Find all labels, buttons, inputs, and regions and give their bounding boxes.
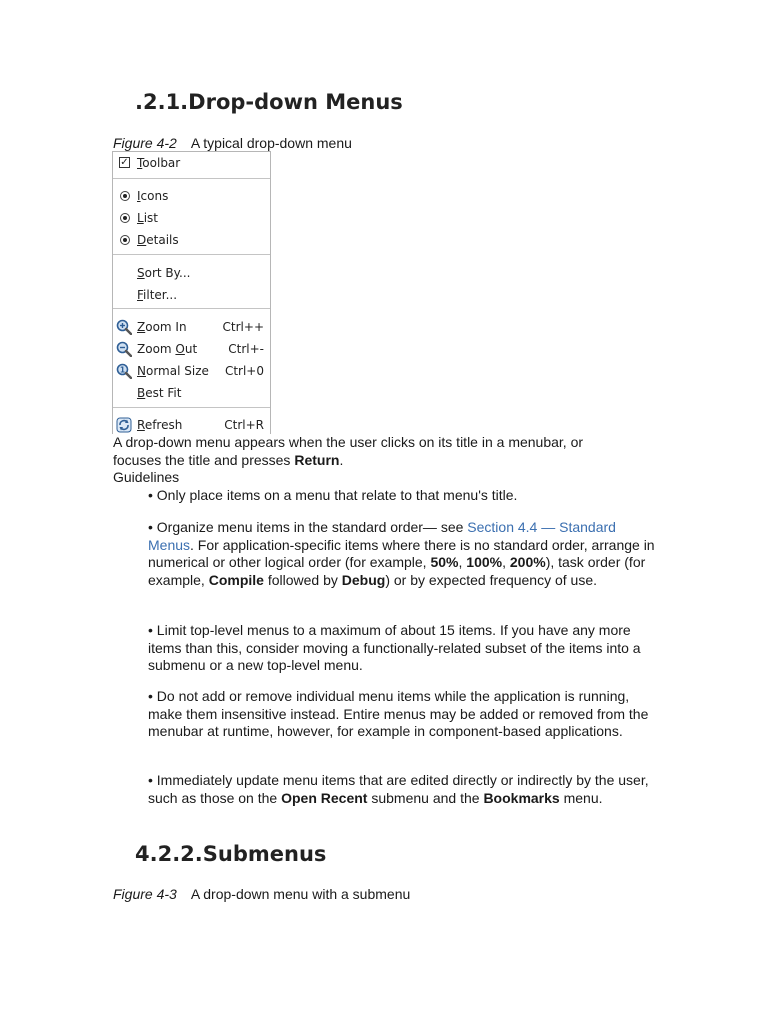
- menu-item-sort-by[interactable]: [113, 263, 270, 283]
- guideline-item: • Organize menu items in the standard order— see Section 4.4 — Standard Menus. For application-specific items where there is no standard order, arrange in numerical or other logical order (for example, 50%, 100%, 200%), task order (for example, Compile followed by Debug) or by expected frequency of use.: [148, 519, 655, 588]
- guideline-item: • Immediately update menu items that are edited directly or indirectly by the user, such as those on the Open Recent submenu and the Bookmarks menu.: [148, 772, 649, 806]
- figure-caption-text: A drop-down menu with a submenu: [190, 886, 411, 902]
- menu-item-label: oolbar: [142, 156, 181, 170]
- mnemonic: D: [137, 233, 147, 247]
- guideline-item: • Limit top-level menus to a maximum of about 15 items. If you have any more items than this, consider moving a functionally-related subset of the items into a submenu or a new top-level menu.: [148, 622, 641, 673]
- bold-text: Open Recent: [281, 789, 368, 806]
- menu-item-label: oom In: [145, 320, 187, 334]
- intro-line: A drop-down menu appears when the user clicks on its title in a menubar, or: [113, 434, 584, 450]
- menu-item-best-fit[interactable]: [113, 383, 270, 403]
- radio-selected-icon: [120, 235, 130, 245]
- mnemonic: T: [137, 156, 143, 170]
- figure-caption-text: A typical drop-down menu: [190, 135, 352, 151]
- menu-item-zoom-out[interactable]: [113, 339, 270, 359]
- guideline-text: Do not add or remove individual menu items while the application is running, make them insensitive instead. Entire menus may be added or removed from the menubar at runtime, however, for example in component-based applications.: [148, 688, 649, 739]
- zoom-original-icon: [116, 363, 132, 379]
- mnemonic: S: [137, 266, 145, 280]
- menu-item-label: ormal Size: [145, 364, 209, 378]
- menu-item-shortcut: Ctrl+R: [224, 418, 264, 432]
- bold-text: Compile: [208, 571, 264, 588]
- menu-item-refresh[interactable]: [113, 415, 270, 435]
- text-run: .: [339, 451, 344, 468]
- menu-item-label: Zoom: [137, 342, 176, 356]
- menu-separator: [113, 407, 270, 408]
- refresh-icon: [116, 417, 132, 433]
- text-run: ,: [502, 554, 510, 570]
- menu-item-label: etails: [146, 233, 179, 247]
- menu-item-shortcut: Ctrl+0: [224, 364, 264, 378]
- text-run: submenu and the: [367, 789, 484, 806]
- menu-item-label: ort By...: [144, 266, 191, 280]
- svg-text:1: 1: [119, 365, 126, 375]
- text-run: Organize menu items in the standard order— see: [156, 519, 468, 535]
- key-name: Return: [294, 451, 340, 468]
- menu-separator: [113, 178, 270, 179]
- menu-item-shortcut: Ctrl++: [222, 320, 264, 334]
- guidelines-label: Guidelines: [113, 469, 180, 485]
- zoom-out-icon: [116, 341, 132, 357]
- mnemonic: L: [137, 211, 144, 225]
- mnemonic: I: [137, 189, 141, 203]
- intro-line: [113, 452, 673, 470]
- menu-item-label: efresh: [144, 418, 183, 432]
- zoom-in-icon: [116, 319, 132, 335]
- figure-caption: [113, 886, 410, 902]
- text-run: menu.: [559, 789, 603, 806]
- menu-item-icons[interactable]: [113, 186, 270, 206]
- menu-item-list[interactable]: [113, 208, 270, 228]
- bold-text: 100%: [466, 554, 503, 570]
- menu-separator: [113, 254, 270, 255]
- radio-selected-icon: [120, 213, 130, 223]
- menu-item-zoom-in[interactable]: [113, 317, 270, 337]
- mnemonic: O: [175, 342, 185, 356]
- guideline-item: • Only place items on a menu that relate to that menu's title.: [148, 487, 518, 503]
- bold-text: Bookmarks: [483, 789, 560, 806]
- figure-label: Figure 4-2: [113, 135, 177, 151]
- menu-item-details[interactable]: [113, 230, 270, 250]
- text-run: ), task order (for example,: [148, 554, 646, 588]
- mnemonic: N: [137, 364, 146, 378]
- guideline-text: Only place items on a menu that relate to that menu's title.: [156, 487, 518, 503]
- menu-item-label: est Fit: [145, 386, 182, 400]
- section-heading-submenus: 4.2.2.Submenus: [135, 842, 327, 866]
- checkbox-checked-icon[interactable]: ✓: [120, 157, 129, 168]
- mnemonic: B: [137, 386, 146, 400]
- menu-item-normal-size[interactable]: [113, 361, 270, 381]
- mnemonic: Z: [137, 320, 146, 334]
- mnemonic: R: [137, 418, 145, 432]
- text-run: focuses the title and presses: [113, 451, 295, 468]
- text-run: ,: [458, 554, 467, 570]
- text-run: Immediately update menu items that are edited directly or indirectly by the user, such as those on the: [148, 772, 649, 806]
- bold-text: 200%: [509, 554, 546, 570]
- text-run: . For application-specific items where there is no standard order, arrange in numerical or other logical order (for example,: [148, 536, 655, 570]
- radio-selected-icon: [120, 191, 130, 201]
- menu-item-label: cons: [140, 189, 169, 203]
- section-heading-drop-down-menus: .2.1.Drop-down Menus: [135, 90, 403, 114]
- guideline-text: Limit top-level menus to a maximum of about 15 items. If you have any more items than this, consider moving a functionally-related subset of the items into a submenu or a new top-level menu.: [148, 622, 641, 673]
- bold-text: 50%: [430, 554, 459, 570]
- guideline-item: • Do not add or remove individual menu items while the application is running, make them insensitive instead. Entire menus may be added or removed from the menubar at runtime, however, for example in component-based applications.: [148, 688, 649, 739]
- menu-item-label: ilter...: [143, 288, 178, 302]
- drop-down-menu-illustration: [112, 151, 271, 434]
- menu-item-filter[interactable]: [113, 285, 270, 305]
- bold-text: Debug: [341, 571, 386, 588]
- menu-item-shortcut: Ctrl+-: [228, 342, 264, 356]
- menu-separator: [113, 308, 270, 309]
- menu-item-label: ist: [143, 211, 158, 225]
- mnemonic: F: [137, 288, 144, 302]
- figure-caption: [113, 135, 352, 151]
- intro-paragraph: [113, 434, 673, 469]
- text-run: ) or by expected frequency of use.: [385, 571, 598, 588]
- text-run: followed by: [263, 571, 342, 588]
- menu-item-toolbar[interactable]: [113, 153, 270, 173]
- menu-item-label: ut: [184, 342, 198, 356]
- standard-menus-link[interactable]: Section 4.4 — Standard Menus: [148, 519, 616, 553]
- figure-label: Figure 4-3: [113, 886, 177, 902]
